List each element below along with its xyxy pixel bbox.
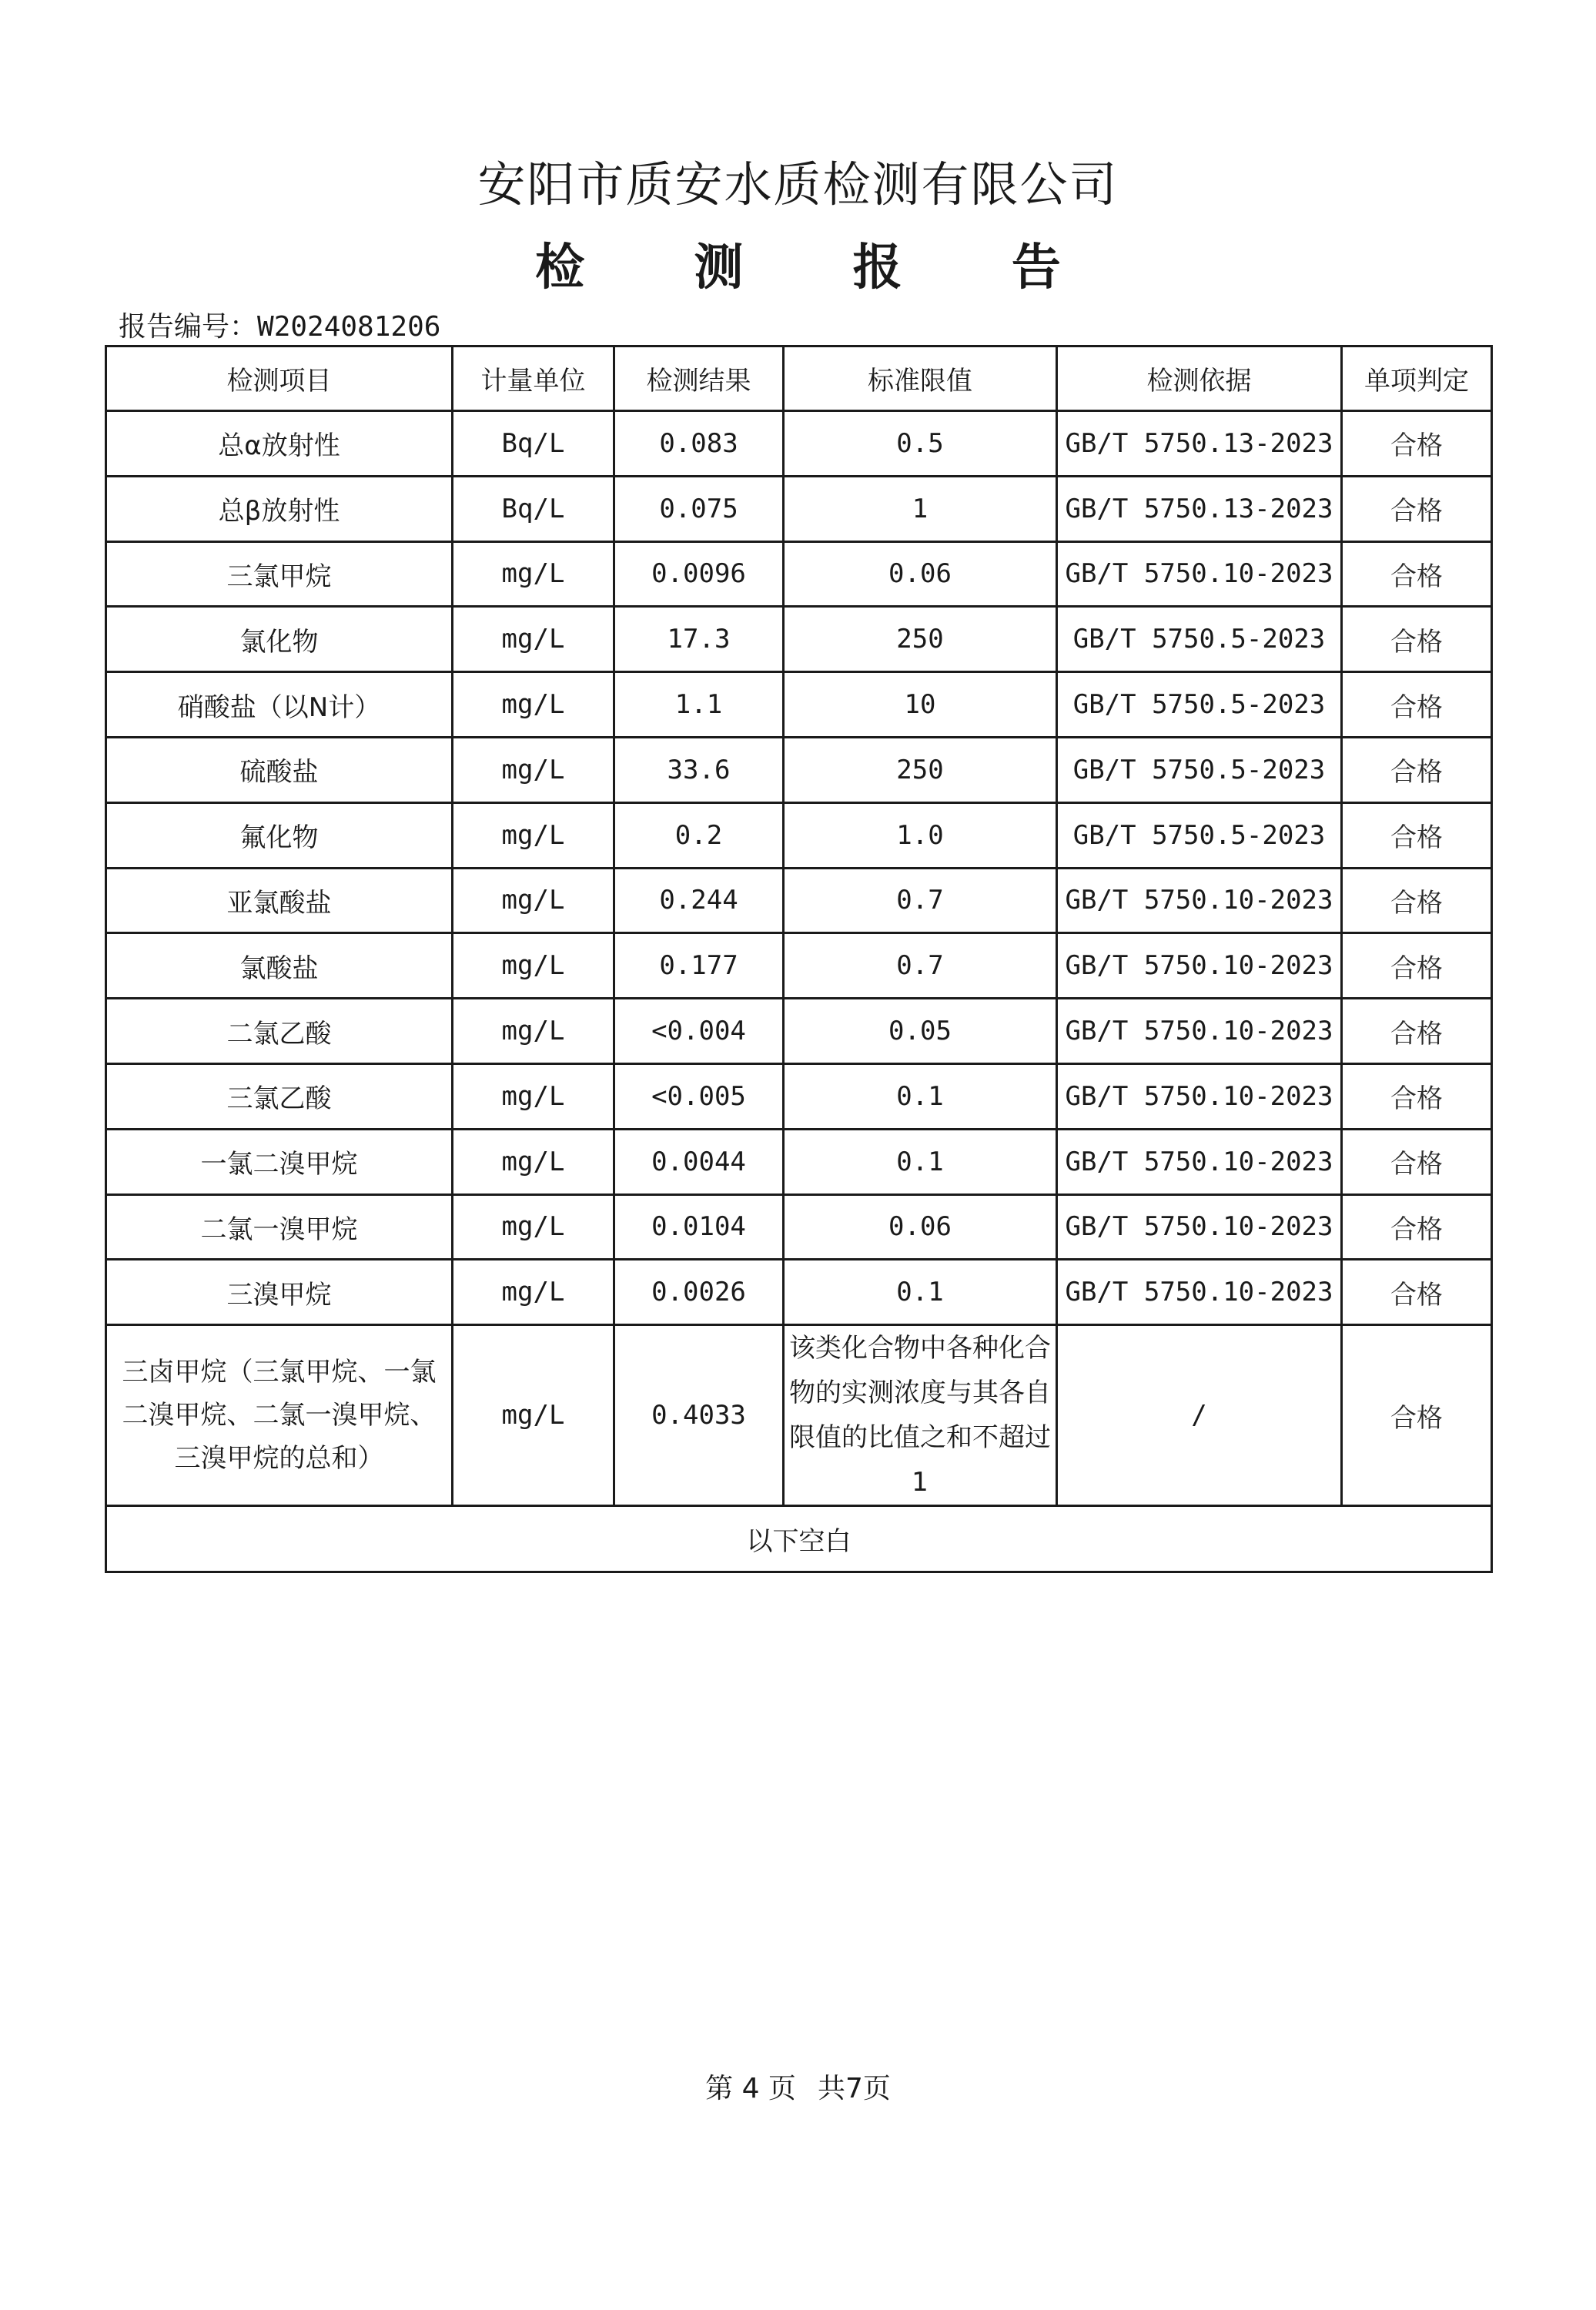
row-item: 一氯二溴甲烷 [106,1129,453,1194]
row-verdict: 合格 [1342,541,1492,607]
row-limit: 0.5 [784,411,1057,477]
summary-verdict: 合格 [1342,1325,1492,1506]
results-table [105,345,1493,1573]
table-row [106,933,1492,999]
summary-unit: mg/L [453,1325,614,1506]
table-row [106,737,1492,802]
row-unit: mg/L [453,802,614,868]
row-unit: Bq/L [453,411,614,477]
row-limit: 250 [784,607,1057,672]
row-method: GB/T 5750.5-2023 [1057,672,1342,738]
column-header-unit: 计量单位 [453,346,614,411]
row-limit: 0.1 [784,1129,1057,1194]
row-verdict: 合格 [1342,411,1492,477]
row-unit: mg/L [453,1129,614,1194]
summary-result: 0.4033 [614,1325,784,1506]
row-limit: 0.1 [784,1260,1057,1325]
row-unit: mg/L [453,607,614,672]
summary-item: 三卤甲烷（三氯甲烷、一氯二溴甲烷、二氯一溴甲烷、三溴甲烷的总和） [106,1325,453,1506]
row-unit: mg/L [453,933,614,999]
summary-method: / [1057,1325,1342,1506]
table-row [106,411,1492,477]
table-row [106,672,1492,738]
row-method: GB/T 5750.10-2023 [1057,1129,1342,1194]
table-row [106,541,1492,607]
page-number: 第 4 页 [705,2073,796,2104]
blank-note: 以下空白 [106,1506,1492,1572]
row-verdict: 合格 [1342,476,1492,541]
table-row [106,1063,1492,1129]
column-header-method: 检测依据 [1057,346,1342,411]
table-row [106,1129,1492,1194]
row-result: 0.0104 [614,1194,784,1260]
row-limit: 0.06 [784,541,1057,607]
row-result: 0.075 [614,476,784,541]
row-item: 氯酸盐 [106,933,453,999]
row-method: GB/T 5750.10-2023 [1057,541,1342,607]
row-verdict: 合格 [1342,933,1492,999]
table-row [106,1260,1492,1325]
page-footer [0,2067,1596,2106]
row-result: 0.0096 [614,541,784,607]
column-header-limit: 标准限值 [784,346,1057,411]
row-result: 1.1 [614,672,784,738]
row-item: 硫酸盐 [106,737,453,802]
page-total: 共7页 [817,2073,891,2104]
row-limit: 0.1 [784,1063,1057,1129]
row-limit: 1 [784,476,1057,541]
row-item: 三氯甲烷 [106,541,453,607]
row-verdict: 合格 [1342,999,1492,1064]
row-method: GB/T 5750.10-2023 [1057,1063,1342,1129]
summary-row [106,1325,1492,1506]
document-title: 检 测 报 告 [535,239,1107,296]
row-verdict: 合格 [1342,607,1492,672]
table-row [106,607,1492,672]
row-unit: Bq/L [453,476,614,541]
row-unit: mg/L [453,737,614,802]
row-method: GB/T 5750.10-2023 [1057,933,1342,999]
row-item: 总β放射性 [106,476,453,541]
row-limit: 250 [784,737,1057,802]
row-limit: 10 [784,672,1057,738]
row-result: <0.005 [614,1063,784,1129]
row-verdict: 合格 [1342,737,1492,802]
table-row [106,1194,1492,1260]
row-item: 三溴甲烷 [106,1260,453,1325]
table-row [106,476,1492,541]
table-row [106,868,1492,933]
row-verdict: 合格 [1342,1260,1492,1325]
table-row [106,999,1492,1064]
table-header-row [106,346,1492,411]
row-method: GB/T 5750.10-2023 [1057,1194,1342,1260]
row-method: GB/T 5750.5-2023 [1057,802,1342,868]
row-verdict: 合格 [1342,1129,1492,1194]
row-result: 0.2 [614,802,784,868]
row-result: 0.083 [614,411,784,477]
row-method: GB/T 5750.10-2023 [1057,868,1342,933]
row-method: GB/T 5750.13-2023 [1057,411,1342,477]
row-limit: 0.06 [784,1194,1057,1260]
row-verdict: 合格 [1342,672,1492,738]
row-method: GB/T 5750.13-2023 [1057,476,1342,541]
row-limit: 0.7 [784,933,1057,999]
row-result: 0.177 [614,933,784,999]
row-item: 三氯乙酸 [106,1063,453,1129]
row-item: 硝酸盐（以N计） [106,672,453,738]
report-number-label: 报告编号： [119,311,258,343]
row-result: 0.0044 [614,1129,784,1194]
report-number-value: W2024081206 [257,311,441,343]
company-name: 安阳市质安水质检测有限公司 [477,156,1119,213]
row-limit: 1.0 [784,802,1057,868]
row-result: 33.6 [614,737,784,802]
row-limit: 0.05 [784,999,1057,1064]
row-unit: mg/L [453,672,614,738]
summary-limit: 该类化合物中各种化合物的实测浓度与其各自限值的比值之和不超过1 [784,1325,1057,1506]
column-header-item: 检测项目 [106,346,453,411]
column-header-verdict: 单项判定 [1342,346,1492,411]
row-unit: mg/L [453,1260,614,1325]
row-limit: 0.7 [784,868,1057,933]
row-unit: mg/L [453,868,614,933]
report-number [119,305,440,344]
row-item: 二氯乙酸 [106,999,453,1064]
row-verdict: 合格 [1342,1063,1492,1129]
row-unit: mg/L [453,999,614,1064]
row-verdict: 合格 [1342,1194,1492,1260]
blank-note-row [106,1506,1492,1572]
column-header-result: 检测结果 [614,346,784,411]
row-result: 0.0026 [614,1260,784,1325]
row-item: 氯化物 [106,607,453,672]
row-result: 17.3 [614,607,784,672]
row-method: GB/T 5750.5-2023 [1057,607,1342,672]
row-result: <0.004 [614,999,784,1064]
row-unit: mg/L [453,1194,614,1260]
row-method: GB/T 5750.10-2023 [1057,999,1342,1064]
row-item: 亚氯酸盐 [106,868,453,933]
row-verdict: 合格 [1342,802,1492,868]
row-verdict: 合格 [1342,868,1492,933]
row-method: GB/T 5750.10-2023 [1057,1260,1342,1325]
table-row [106,802,1492,868]
row-item: 总α放射性 [106,411,453,477]
row-item: 二氯一溴甲烷 [106,1194,453,1260]
row-unit: mg/L [453,1063,614,1129]
row-method: GB/T 5750.5-2023 [1057,737,1342,802]
row-unit: mg/L [453,541,614,607]
row-item: 氟化物 [106,802,453,868]
row-result: 0.244 [614,868,784,933]
